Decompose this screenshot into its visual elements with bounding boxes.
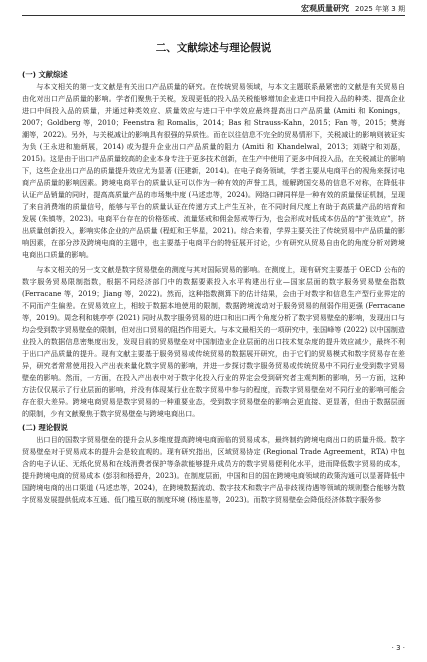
- section-title: 二、文献综述与理论假说: [155, 42, 272, 54]
- paragraph: 与本文相关的第一支文献是有关出口产品质量的研究。在传统贸易领域，与本文主题联系最紧密的文献是有关贸易自由化对出口产品质量的影响。学者们聚焦于关税，发现更低的投入品关税能够增加企业进口中间投入品的种类、提高企业进口中间投入品的质量，并通过种类效应、质量效应与进口干中学效应最终提高出口产品质量 (Amiti 和 Konings，2007；Goldberg 等，2010；Feenstra 和 Romalis，2014；Bas 和 Strauss-Kahn，2015；Fan 等，2015；樊海潮等，2022)。另外，与关税减让的影响具有很强的异质性。而在以往信息不完全的贸易情形下，关税减让的影响则被证实为负 (王永进和施炳展，2014) 或为提升企业出口产品质量的阻力 (Amiti 和 Khandelwal，2013；刘晓宁和刘磊，2015)。这是由于出口产品质量较高的企业本身专注于更多技术创新，在生产中使用了更多中间投入品，在关税减让的影响下，这些企业出口产品的质量提升效应尤为显著 (汪建新，2014)。在电子商务领域，学者主要从电商平台的视角来探讨电商产品质量的影响因素。跨境电商平台的质量认证可以作为一种有效的声誉工具，缓解跨国交易的信息不对称，在降低非认证产品销量的同时，提高高质量产品的市场集中度 (马述忠等，2024)。网络口碑同样是一种有效的质量保证机制，呈现了来自消费端的质量信号，能够与平台的质量认证在传递方式上产生互补，在不同时间尺度上有助于高质量产品的培育和发展 (朱镇等，2023)。电商平台存在的价格惩戒、流量惩戒和佣金惩戒等行为，也会形成对低成本仿品的“扩张效应”，挤出质量创新投入，影响实体企业的产品质量 (程虹和王华星，2021)。综合来看，学界主要关注了传统贸易中产品质量的影响因素，在部分涉及跨境电商的主题中，也主要基于电商平台的特征展开讨论，少有研究从贸易自由化的角度分析对跨境电商出口质量的影响。: [22, 82, 405, 259]
- journal-name: 宏观质量研究: [301, 3, 350, 13]
- paragraph: 与本文相关的另一支文献是数字贸易壁垒的测度与其对国际贸易的影响。在测度上，现有研究主要基于 OECD 公布的数字服务贸易限制指数，根据不同经济部门中的数据要素投入水平构建出行业—国家层面的数字服务贸易壁垒指数 (Ferracane 等，2019；Jiang 等，2022)。然而，这种指数测算下的估计结果，会由于对数字和信息生产型行业界定的不同而产生偏差。在贸易效应上，相较于数据本地使用的限制，数据跨境流动对于服务贸易的削弱作用更强 (Ferracane 等，2019)。周念利和姚亭亭 (2021) 同时从数字服务贸易的进口和出口两个角度分析了数字贸易壁垒的影响，发现出口与均会受到数字贸易壁垒的限制，但对出口贸易的阻挡作用更大。与本文最相关的一项研究中，张国峰等 (2022) 以中国制造业投入的数据信息密集度出发，发现目前的贸易壁垒对中国制造业企业层面的出口技术复杂度的提升效应减少，最终不利于出口产品质量的提升。现有文献主要基于服务贸易或传统贸易的数据展开研究，由于它们的贸易模式和数字贸易存在差异，研究者常常使用投入产出表来量化数字贸易的影响，并进一步探讨数字服务贸易或传统贸易中不同行业受到数字贸易壁垒的影响。然而，一方面，在投入产出表中对于数字化投入行业的界定会受到研究者主观判断的影响，另一方面，这种方法仅仅展示了行业层面的影响，并没有体现某行业在数字贸易中参与的程度，而数字贸易壁垒对不同行业的影响可能会存在很大差异。跨境电商贸易是数字贸易的一种重要业态，受到数字贸易壁垒的影响会更直接、更显著，但由于数据层面的限制，少有文献聚焦于数字贸易壁垒与跨境电商出口。: [22, 265, 405, 418]
- running-header: [0, 0, 427, 18]
- subsection-title-hypothesis: (二) 理论假说: [22, 423, 68, 432]
- header-rule: [22, 15, 405, 16]
- paragraph: 出口目的国数字贸易壁垒的提升会从多维度提高跨境电商面临的贸易成本，最终制约跨境电商出口的质量升级。数字贸易壁垒对于贸易成本的提升会是较直观的。现有研究指出，区域贸易协定 (Regional Trade Agreement，RTA) 中包含的电子认证、无纸化贸易和在线消费者保护等条款能够提升成员方的数字贸易便利化水平，进而降低数字贸易的成本，提升跨境电商的贸易成本 (彭羽和杨碧舟，2023)。在制度层面，中国和目的国在跨境电商领域的政策沟通可以显著降低中国跨境电商的出口渠道 (马述忠等，2024)，在跨境数据流动、数字技术和数字产品非歧视待遇等领域的规则整合能够为数字贸易发展提供低成本互通、低门槛互联的制度环境 (杨连星等，2023)。而数字贸易壁垒会降低经济体数字服务参: [22, 435, 405, 504]
- article-body: [22, 28, 405, 506]
- subsection-title-literature: (一) 文献综述: [22, 70, 68, 79]
- page-number: · 3 ·: [391, 644, 405, 652]
- issue-label: 2025 年第 3 期: [355, 5, 405, 13]
